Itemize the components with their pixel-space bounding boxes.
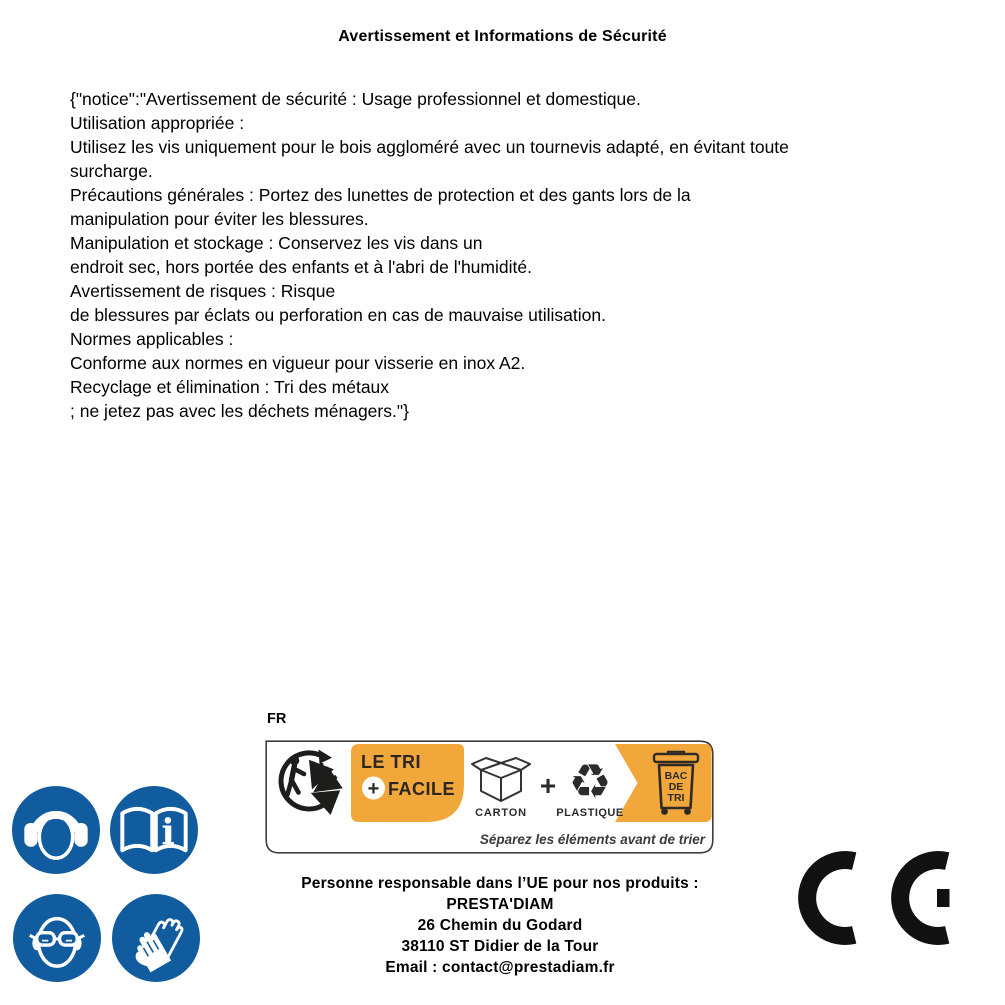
info-glyph: i <box>161 812 175 854</box>
label-tagline: Séparez les éléments avant de trier <box>479 832 705 847</box>
responsible-line: 38110 ST Didier de la Tour <box>401 938 599 955</box>
wear-ear-protection-icon <box>12 786 100 874</box>
notice-line: Normes applicables : <box>70 329 234 349</box>
notice-line: Utilisation appropriée : <box>70 113 245 133</box>
read-instruction-manual-icon <box>110 786 198 874</box>
notice-line: ; ne jetez pas avec les déchets ménagers."} <box>70 401 409 421</box>
responsible-email: Email : contact@prestadiam.fr <box>385 959 615 976</box>
bin-label-line2: DE <box>668 781 684 793</box>
notice-line: Recyclage et élimination : Tri des métaux <box>70 377 390 397</box>
label-title-line1: LE TRI <box>361 752 421 772</box>
wear-eye-protection-icon <box>13 894 101 982</box>
label-title-line2: FACILE <box>388 779 456 799</box>
responsible-line: PRESTA'DIAM <box>446 896 554 913</box>
material-plastique-label: PLASTIQUE <box>556 807 624 819</box>
page-title: Avertissement et Informations de Sécurité <box>338 28 667 45</box>
ce-marking <box>790 848 960 948</box>
notice-line: Manipulation et stockage : Conservez les vis dans un <box>70 233 483 253</box>
plastic-recycling-icon: ♻ <box>568 754 612 810</box>
material-carton-label: CARTON <box>475 807 527 819</box>
safety-notice-text <box>70 87 950 423</box>
country-code-label: FR <box>267 711 287 727</box>
notice-line: endroit sec, hors portée des enfants et à l'abri de l'humidité. <box>70 257 532 277</box>
notice-line: manipulation pour éviter les blessures. <box>70 209 369 229</box>
info-tri-recycling-label <box>265 740 714 854</box>
responsible-party-block <box>250 873 750 978</box>
responsible-line: 26 Chemin du Godard <box>417 917 583 934</box>
notice-line: {"notice":"Avertissement de sécurité : Usage professionnel et domestique. <box>70 89 641 109</box>
notice-line: de blessures par éclats ou perforation en cas de mauvaise utilisation. <box>70 305 606 325</box>
bin-label-line1: BAC <box>664 770 688 782</box>
responsible-line: Personne responsable dans l’UE pour nos produits : <box>301 875 699 892</box>
notice-line: Utilisez les vis uniquement pour le bois aggloméré avec un tournevis adapté, en évitant toute <box>70 137 789 157</box>
bin-label-line3: TRI <box>667 792 685 804</box>
wear-protective-gloves-icon <box>112 894 200 982</box>
plus-separator: + <box>539 770 557 801</box>
notice-line: Avertissement de risques : Risque <box>70 281 336 301</box>
notice-line: Précautions générales : Portez des lunettes de protection et des gants lors de la <box>70 185 691 205</box>
notice-line: surcharge. <box>70 161 153 181</box>
plus-badge: + <box>367 778 380 800</box>
notice-line: Conforme aux normes en vigueur pour visserie en inox A2. <box>70 353 526 373</box>
